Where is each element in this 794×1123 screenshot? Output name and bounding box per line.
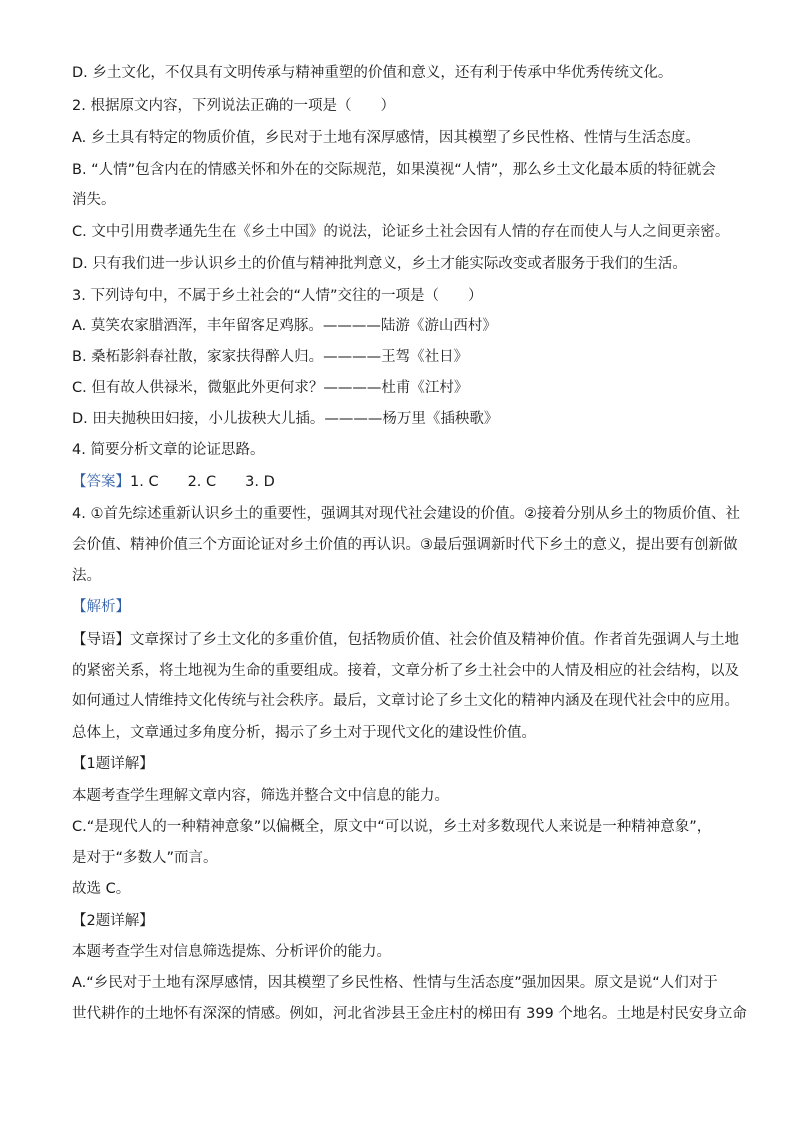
answer-line <box>72 472 732 492</box>
question-4: 4. 简要分析文章的论证思路。 <box>72 442 265 458</box>
option-2b: B. “人情”包含内在的情感关怀和外在的交际规范，如果漠视“人情”，那么乡土文化最本质的特征就会 <box>72 162 716 178</box>
intro-line-1: 【导语】文章探讨了乡土文化的多重价值，包括物质价值、社会价值及精神价值。作者首先强调人与土地 <box>72 632 739 648</box>
detail-1-line-4: 故选 C。 <box>72 881 131 897</box>
option-1d: D. 乡土文化，不仅具有文明传承与精神重塑的价值和意义，还有利于传承中华优秀传统文化。 <box>72 65 673 81</box>
answer-4-line-1: 4. ①首先综述重新认识乡土的重要性，强调其对现代社会建设的价值。②接着分别从乡土的物质价值、社 <box>72 506 740 522</box>
intro-line-2: 的紧密关系，将土地视为生命的重要组成。接着，文章分析了乡土社会中的人情及相应的社会结构，以及 <box>72 663 739 679</box>
analysis-label: 【解析】 <box>72 599 130 615</box>
question-3: 3. 下列诗句中，不属于乡土社会的“人情”交往的一项是（ ） <box>72 288 483 304</box>
option-2b-cont: 消失。 <box>72 192 116 208</box>
answer-text: 1. C 2. C 3. D <box>130 474 275 490</box>
answer-4-line-3: 法。 <box>72 568 101 584</box>
detail-1-heading: 【1题详解】 <box>72 756 154 772</box>
intro-line-4: 总体上，文章通过多角度分析，揭示了乡土对于现代文化的建设性价值。 <box>72 725 536 741</box>
option-3a: A. 莫笑农家腊酒浑，丰年留客足鸡豚。————陆游《游山西村》 <box>72 318 497 334</box>
intro-line-3: 如何通过人情维持文化传统与社会秩序。最后，文章讨论了乡土文化的精神内涵及在现代社会中的应用。 <box>72 693 739 709</box>
detail-2-line-2: A.“乡民对于土地有深厚感情，因其模塑了乡民性格、性情与生活态度”强加因果。原文是说“人们对于 <box>72 975 718 991</box>
detail-2-heading: 【2题详解】 <box>72 913 154 929</box>
answer-label: 【答案】 <box>72 474 130 490</box>
option-3b: B. 桑柘影斜春社散，家家扶得醉人归。————王驾《社日》 <box>72 349 469 365</box>
detail-1-line-1: 本题考查学生理解文章内容，筛选并整合文中信息的能力。 <box>72 788 449 804</box>
option-3d: D. 田夫抛秧田妇接，小儿拔秧大儿插。————杨万里《插秧歌》 <box>72 411 499 427</box>
detail-1-line-3: 是对于“多数人”而言。 <box>72 850 218 866</box>
answer-4-line-2: 会价值、精神价值三个方面论证对乡土价值的再认识。③最后强调新时代下乡土的意义，提出要有创新做 <box>72 537 738 553</box>
question-2: 2. 根据原文内容，下列说法正确的一项是（ ） <box>72 98 395 114</box>
option-3c: C. 但有故人供禄米，微躯此外更何求？————杜甫《江村》 <box>72 380 469 396</box>
detail-1-line-2: C.“是现代人的一种精神意象”以偏概全，原文中“可以说，乡土对多数现代人来说是一种精神意象”， <box>72 819 712 835</box>
option-2d: D. 只有我们进一步认识乡土的价值与精神批判意义，乡土才能实际改变或者服务于我们的生活。 <box>72 256 687 272</box>
detail-2-line-3: 世代耕作的土地怀有深深的情感。例如，河北省涉县王金庄村的梯田有 399 个地名。土地是村民安身立命 <box>72 1006 747 1022</box>
option-2a: A. 乡土具有特定的物质价值，乡民对于土地有深厚感情，因其模塑了乡民性格、性情与生活态度。 <box>72 130 700 146</box>
option-2c: C. 文中引用费孝通先生在《乡土中国》的说法，论证乡土社会因有人情的存在而使人与人之间更亲密。 <box>72 224 730 240</box>
detail-2-line-1: 本题考查学生对信息筛选提炼、分析评价的能力。 <box>72 944 391 960</box>
